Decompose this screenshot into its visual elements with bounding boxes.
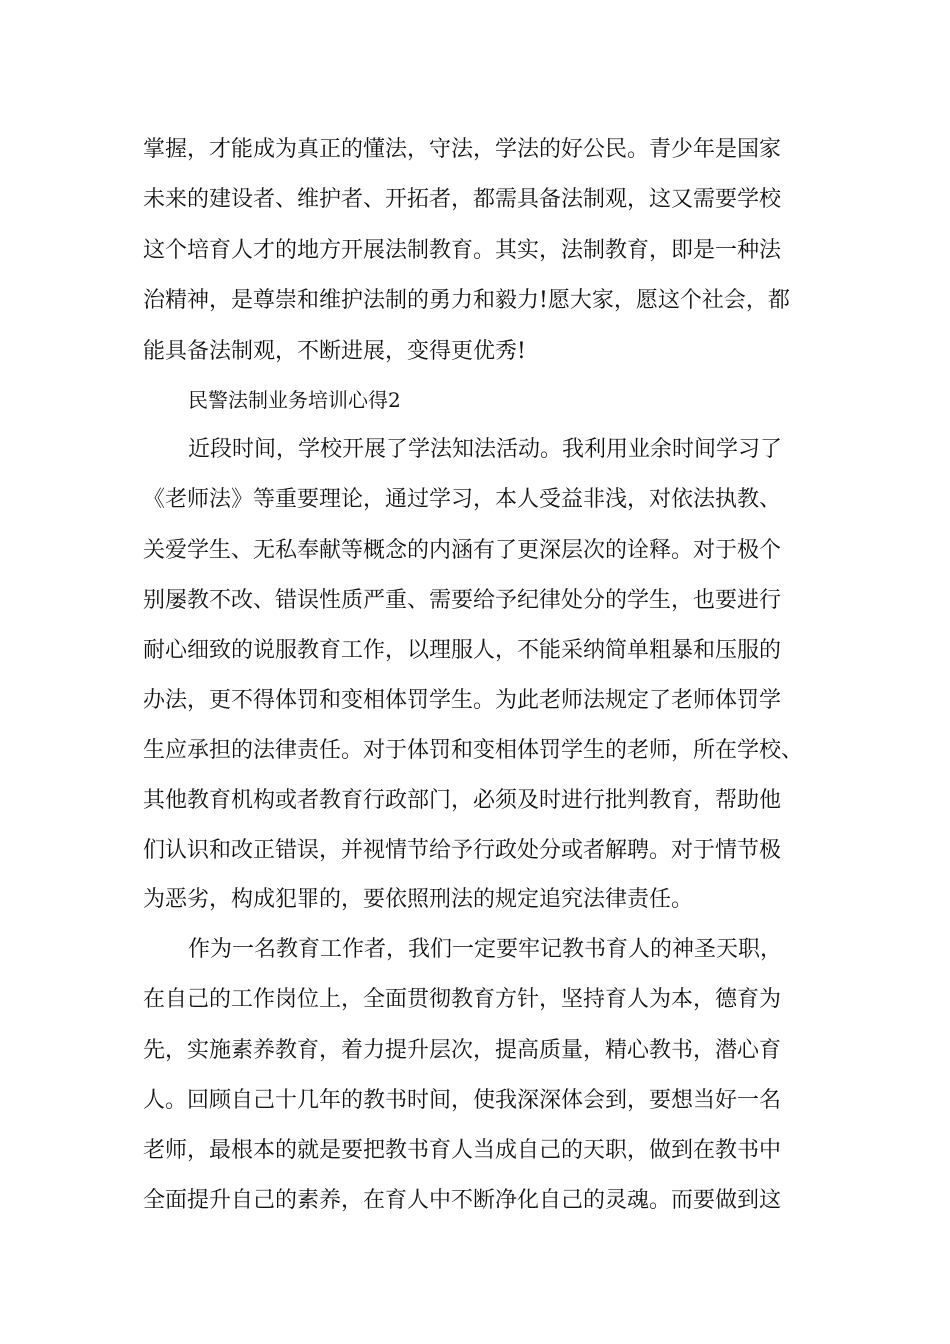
paragraph-line: 《老师法》等重要理论，通过学习，本人受益非浅，对依法执教、: [143, 487, 782, 512]
paragraph-line: 老师，最根本的就是要把教书育人当成自己的天职，做到在教书中: [143, 1138, 782, 1163]
paragraph-line: 办法，更不得体罚和变相体罚学生。为此老师法规定了老师体罚学: [143, 688, 782, 713]
paragraph-line: 们认识和改正错误，并视情节给予行政处分或者解聘。对于情节极: [143, 838, 782, 863]
paragraph-line: 能具备法制观，不断进展，变得更优秀!: [143, 339, 526, 364]
section-title: 民警法制业务培训心得2: [188, 388, 401, 412]
paragraph-line: 耐心细致的说服教育工作，以理服人，不能采纳简单粗暴和压服的: [143, 638, 782, 663]
paragraph-line: 全面提升自己的素养，在育人中不断净化自己的灵魂。而要做到这: [143, 1188, 782, 1213]
paragraph-line: 这个培育人才的地方开展法制教育。其实，法制教育，即是一种法: [143, 238, 782, 263]
paragraph-line: 作为一名教育工作者，我们一定要牢记教书育人的神圣天职，: [188, 937, 783, 962]
paragraph-line: 别屡教不改、错误性质严重、需要给予纪律处分的学生，也要进行: [143, 588, 782, 613]
paragraph-line: 其他教育机构或者教育行政部门，必须及时进行批判教育，帮助他: [143, 788, 782, 813]
paragraph-line: 人。回顾自己十几年的教书时间，使我深深体会到，要想当好一名: [143, 1088, 782, 1113]
paragraph-line: 掌握，才能成为真正的懂法，守法，学法的好公民。青少年是国家: [143, 137, 782, 162]
paragraph-line: 在自己的工作岗位上，全面贯彻教育方针，坚持育人为本，德育为: [143, 987, 782, 1012]
paragraph-line: 生应承担的法律责任。对于体罚和变相体罚学生的老师，所在学校、: [143, 738, 804, 763]
paragraph-line: 近段时间，学校开展了学法知法活动。我利用业余时间学习了: [188, 437, 783, 462]
paragraph-line: 关爱学生、无私奉献等概念的内涵有了更深层次的诠释。对于极个: [143, 538, 782, 563]
paragraph-line: 先，实施素养教育，着力提升层次，提高质量，精心教书，潜心育: [143, 1038, 782, 1063]
paragraph-line: 治精神，是尊崇和维护法制的勇力和毅力!愿大家，愿这个社会，都: [143, 288, 790, 313]
paragraph-line: 为恶劣，构成犯罪的，要依照刑法的规定追究法律责任。: [143, 887, 694, 912]
paragraph-line: 未来的建设者、维护者、开拓者，都需具备法制观，这又需要学校: [143, 187, 782, 212]
